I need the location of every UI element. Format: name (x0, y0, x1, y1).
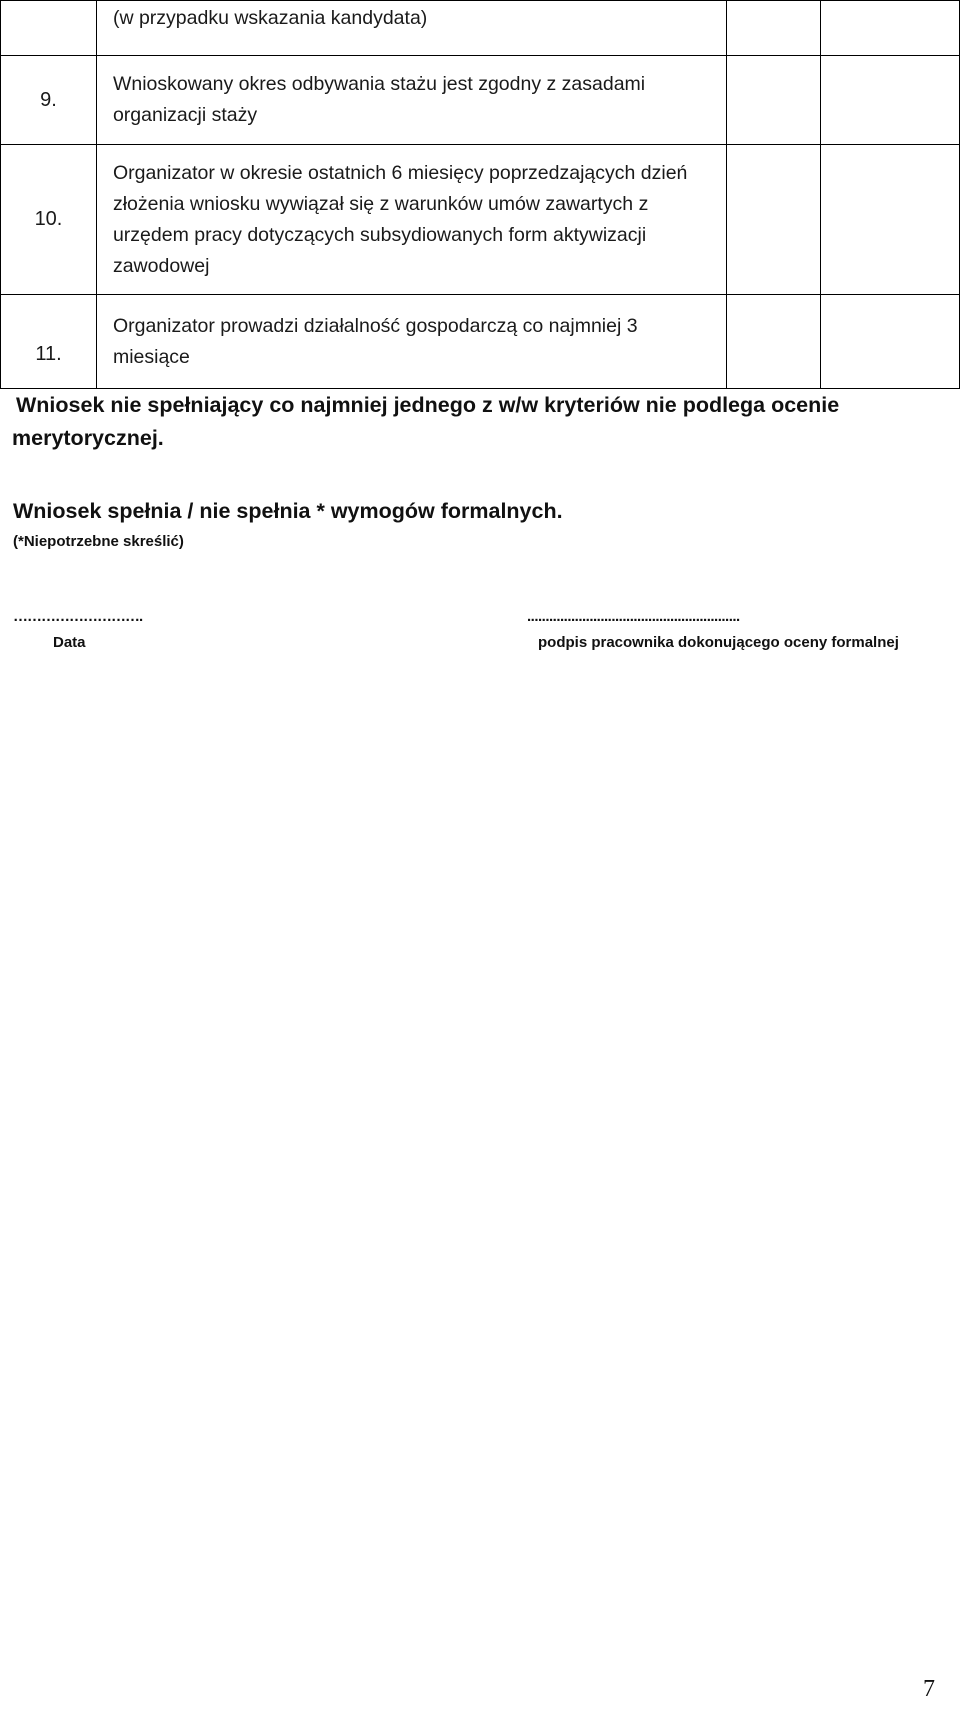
row-description: Organizator prowadzi działalność gospodarczą co najmniej 3 miesiące (96, 295, 726, 389)
row-number: 9. (1, 56, 97, 145)
table-row (1, 1, 960, 56)
score-cell-yes[interactable] (727, 56, 821, 145)
row-number (1, 1, 97, 56)
score-cell-no[interactable] (821, 295, 960, 389)
score-cell-no[interactable] (821, 145, 960, 295)
formal-result-statement: Wniosek spełnia / nie spełnia * wymogów formalnych. (13, 499, 563, 523)
page-number: 7 (923, 1676, 935, 1702)
table-row (1, 145, 960, 295)
date-label: Data (53, 634, 86, 651)
row-number: 11. (1, 295, 97, 389)
signature-dots: .......................................................... (527, 608, 740, 625)
row-description: (w przypadku wskazania kandydata) (96, 1, 726, 56)
table-row (1, 295, 960, 389)
score-cell-yes[interactable] (727, 1, 821, 56)
criteria-table (0, 0, 960, 389)
row-description: Wnioskowany okres odbywania stażu jest zgodny z zasadami organizacji staży (96, 56, 726, 145)
score-cell-no[interactable] (821, 56, 960, 145)
score-cell-no[interactable] (821, 1, 960, 56)
row-number: 10. (1, 145, 97, 295)
footnote: (*Niepotrzebne skreślić) (13, 533, 184, 550)
row-description: Organizator w okresie ostatnich 6 miesięcy poprzedzających dzień złożenia wniosku wywiązał się z warunków umów zawartych z urzędem pracy dotyczących subsydiowanych form aktywizacji zawodowej (96, 145, 726, 295)
date-dots: ………………………. (13, 608, 143, 625)
signature-label: podpis pracownika dokonującego oceny formalnej (538, 634, 899, 651)
score-cell-yes[interactable] (727, 145, 821, 295)
table-row (1, 56, 960, 145)
score-cell-yes[interactable] (727, 295, 821, 389)
rejection-note: Wniosek nie spełniający co najmniej jednego z w/w kryteriów nie podlega ocenie merytorycznej. (12, 393, 840, 450)
